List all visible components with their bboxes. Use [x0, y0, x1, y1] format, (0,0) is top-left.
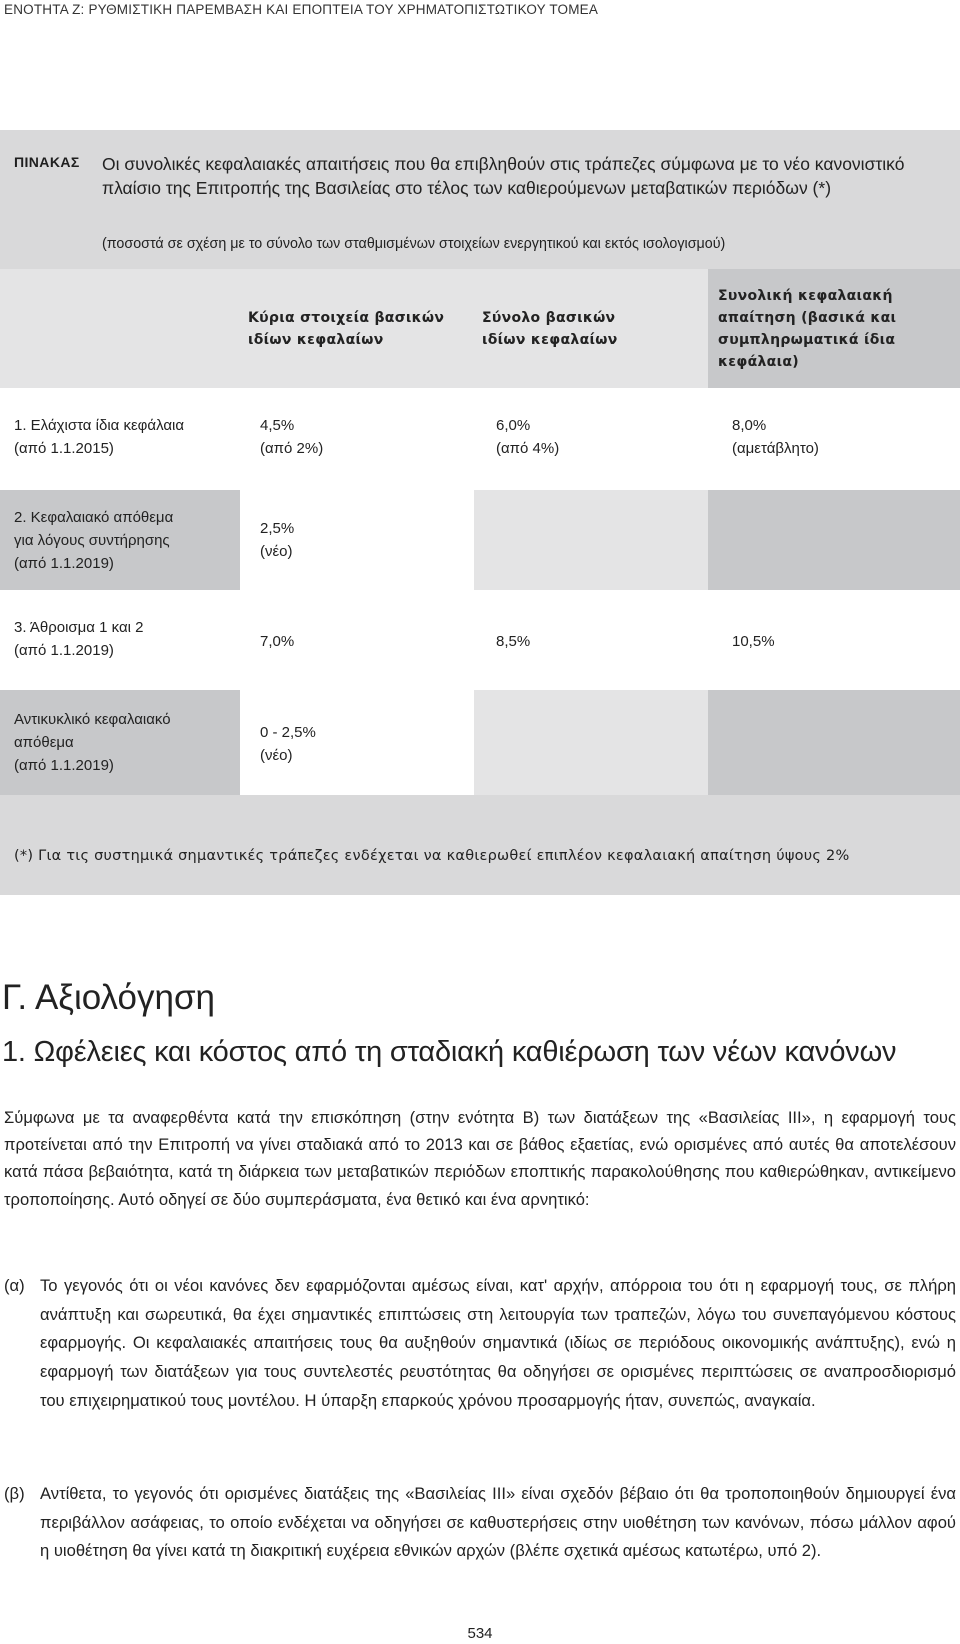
running-head: ΕΝΟΤΗΤΑ Ζ: ΡΥΘΜΙΣΤΙΚΗ ΠΑΡΕΜΒΑΣΗ ΚΑΙ ΕΠΟΠΤΕΙΑ ΤΟΥ ΧΡΗΜΑΤΟΠΙΣΤΩΤΙΚΟΥ ΤΟΜΕΑ: [4, 2, 599, 17]
requirements-table: [0, 130, 960, 895]
row-1-cell-2: [474, 388, 708, 490]
cell-value: 4,5%: [260, 417, 295, 434]
row-1-label-line: (από 1.1.2015): [14, 440, 114, 457]
row-2-label: [0, 490, 240, 590]
row-1-cell-1: [240, 388, 474, 490]
row-4-cell-3: [708, 690, 960, 795]
cell-value: 6,0%: [496, 417, 531, 434]
row-3-cell-2: [474, 590, 708, 690]
table-footnote: (*) Για τις συστημικά σημαντικές τράπεζες ενδέχεται να καθιερωθεί επιπλέον κεφαλαιακή απαίτηση ύψους 2%: [14, 848, 850, 864]
cell-note: (νέο): [260, 747, 293, 764]
row-1-label-line: 1. Ελάχιστα ίδια κεφάλαια: [14, 417, 185, 434]
row-3-label-line: (από 1.1.2019): [14, 642, 114, 659]
row-2-cell-1: [240, 490, 474, 590]
cell-value: 7,0%: [260, 633, 295, 650]
cell-value: 8,5%: [496, 633, 531, 650]
row-3-cell-1: [240, 590, 474, 690]
row-2-cell-3: [708, 490, 960, 590]
cell-note: (από 4%): [496, 440, 560, 457]
row-4-cell-1: [240, 690, 474, 795]
cell-value: 10,5%: [732, 633, 775, 650]
row-4-cell-2: [474, 690, 708, 795]
header-col-3-text: Συνολική κεφαλαιακή απαίτηση (βασικά και συμπληρωματικά ίδια κεφάλαια): [718, 288, 897, 370]
cell-value: 8,0%: [732, 417, 767, 434]
row-1-label: [0, 388, 240, 490]
cell-note: (αμετάβλητο): [732, 440, 819, 457]
row-3-cell-3: [708, 590, 960, 690]
list-marker: (α): [4, 1276, 25, 1295]
header-col-2: [474, 269, 708, 388]
subsection-heading: 1. Ωφέλειες και κόστος από τη σταδιακή καθιέρωση των νέων κανόνων: [2, 1036, 897, 1068]
list-item-text: Αντίθετα, το γεγονός ότι ορισμένες διατάξεις της «Βασιλείας ΙΙΙ» είναι σχεδόν βέβαιο ότι θα τροποποιηθούν δημιουργεί ένα περιβάλλον ασάφειας, το οποίο ενδέχεται να οδηγήσει σε καθυστερήσεις στην υιοθέτηση των κανόνων, πόσω μάλλον αφού η υιοθέτηση θα γίνει κατά τη διακριτική ευχέρεια εθνικών αρχών (βλέπε σχετικά αμέσως κατωτέρω, υπό 2).: [40, 1484, 956, 1561]
row-1-cell-3: [708, 388, 960, 490]
row-3-label: [0, 590, 240, 690]
table-label: ΠΙΝΑΚΑΣ: [14, 154, 80, 170]
list-item-text: Το γεγονός ότι οι νέοι κανόνες δεν εφαρμόζονται αμέσως είναι, κατ' αρχήν, απόρροια του ότι η εφαρμογή τους, σε πλήρη ανάπτυξη και σωρευτικά, θα έχει σημαντικές επιπτώσεις στη λειτουργία των τραπεζών, λόγω του συνεπαγόμενου κόστους εφαρμογής. Οι κεφαλαιακές απαιτήσεις τους θα αυξηθούν σημαντικά (ιδίως σε περιόδους οικονομικής ανάπτυξης), ενώ η εφαρμογή των διατάξεων για τους συντελεστές ρευστότητας θα οδηγήσει σε ορισμένες περιπτώσεις σε αναπροσδιορισμό του επιχειρηματικού τους μοντέλου. Η ύπαρξη επαρκούς χρόνου προσαρμογής ήταν, συνεπώς, αναγκαία.: [40, 1276, 956, 1410]
header-col-3: [708, 269, 960, 388]
list-marker: (β): [4, 1484, 25, 1503]
header-col-2-text: Σύνολο βασικών ιδίων κεφαλαίων: [482, 310, 618, 348]
row-2-label-line: για λόγους συντήρησης: [14, 532, 170, 549]
cell-value: 2,5%: [260, 520, 295, 537]
row-3-label-line: 3. Άθροισμα 1 και 2: [14, 619, 144, 636]
row-2-label-line: 2. Κεφαλαιακό απόθεμα: [14, 509, 174, 526]
row-4-label: [0, 690, 240, 795]
table-title: Οι συνολικές κεφαλαιακές απαιτήσεις που θα επιβληθούν στις τράπεζες σύμφωνα με το νέο κανονιστικό πλαίσιο της Επιτροπής της Βασιλείας στο τέλος των καθιερούμενων μεταβατικών περιόδων (*): [102, 154, 905, 198]
cell-note: (νέο): [260, 543, 293, 560]
cell-note: (από 2%): [260, 440, 324, 457]
page-number: 534: [467, 1625, 493, 1642]
header-col-1: [240, 269, 474, 388]
row-2-cell-2: [474, 490, 708, 590]
header-col-1-text: Κύρια στοιχεία βασικών ιδίων κεφαλαίων: [248, 310, 445, 348]
section-heading: Γ. Αξιολόγηση: [2, 978, 216, 1017]
header-empty-cell: [0, 269, 240, 388]
row-4-label-line: απόθεμα: [14, 734, 74, 751]
body-paragraph: Σύμφωνα με τα αναφερθέντα κατά την επισκόπηση (στην ενότητα Β) των διατάξεων της «Βασιλείας ΙΙΙ», η εφαρμογή τους προτείνεται από την Επιτροπή να γίνει σταδιακά από το 2013 και σε βάθος εξαετίας, ενώ ορισμένες από αυτές θα αποτελέσουν κατά πάσα βεβαιότητα, κατά τη διάρκεια των μεταβατικών περιόδων εποπτικής παρακολούθησης που καθιερώθηκαν, αντικείμενο τροποποίησης. Αυτό οδηγεί σε δύο συμπεράσματα, ένα θετικό και ένα αρνητικό:: [4, 1108, 956, 1209]
table-subtitle: (ποσοστά σε σχέση με το σύνολο των σταθμισμένων στοιχείων ενεργητικού και εκτός ισολογισμού): [102, 236, 726, 252]
row-4-label-line: (από 1.1.2019): [14, 757, 114, 774]
row-4-label-line: Αντικυκλικό κεφαλαιακό: [14, 711, 171, 728]
cell-value: 0 - 2,5%: [260, 724, 316, 741]
row-2-label-line: (από 1.1.2019): [14, 555, 114, 572]
